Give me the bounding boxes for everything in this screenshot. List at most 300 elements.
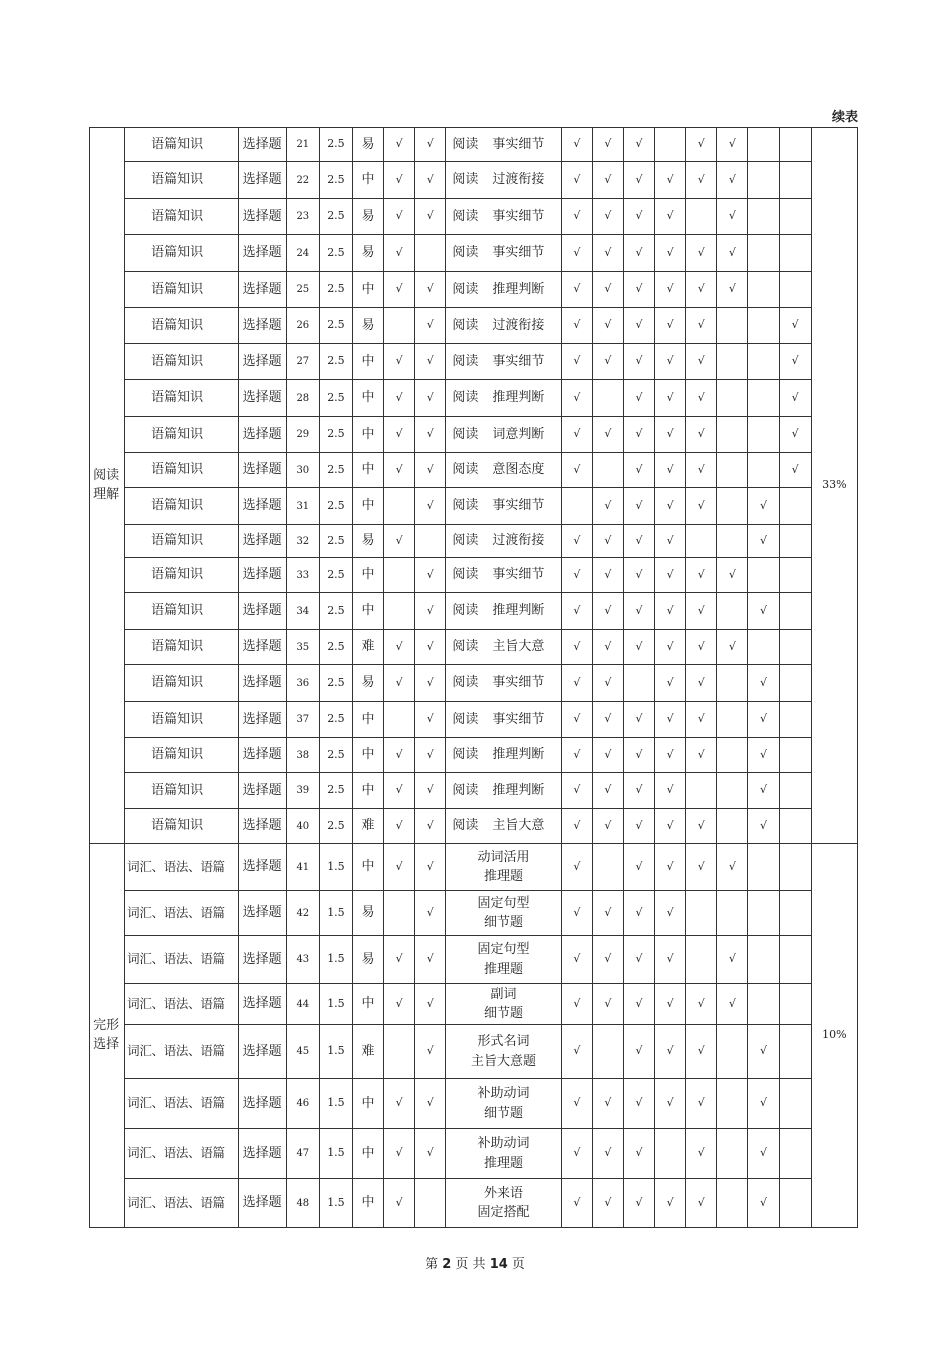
check-cell: √ [686, 558, 717, 593]
check-cell: √ [748, 1025, 779, 1079]
section-name-cell [90, 844, 125, 1228]
check-cell: √ [748, 809, 779, 844]
question-type-cell: 选择题 [238, 984, 286, 1025]
table-row [90, 417, 858, 453]
check-cell: √ [384, 1129, 415, 1179]
check-cell: √ [384, 525, 415, 558]
check-cell [779, 891, 811, 936]
check-cell: √ [779, 453, 811, 488]
difficulty-cell: 中 [353, 162, 384, 199]
knowledge-cell: 语篇知识 [125, 702, 238, 738]
check-cell: √ [384, 128, 415, 162]
check-cell: √ [384, 665, 415, 702]
ability-cell [446, 162, 561, 199]
score-cell: 1.5 [319, 984, 352, 1025]
check-cell: √ [655, 417, 686, 453]
check-cell: √ [686, 984, 717, 1025]
check-cell: √ [623, 162, 654, 199]
ability-cell [446, 1129, 561, 1179]
check-cell: √ [415, 344, 446, 380]
check-cell: √ [686, 344, 717, 380]
check-cell: √ [779, 308, 811, 344]
check-cell: √ [623, 453, 654, 488]
question-type-cell: 选择题 [238, 344, 286, 380]
check-cell [717, 593, 748, 630]
ability-primary: 阅读 [452, 136, 479, 152]
check-cell: √ [655, 235, 686, 272]
ability-secondary: 过渡衔接 [492, 317, 545, 333]
check-cell [779, 128, 811, 162]
difficulty-cell: 中 [353, 984, 384, 1025]
check-cell [779, 984, 811, 1025]
check-cell: √ [592, 1079, 623, 1129]
ability-secondary: 细节题 [484, 1105, 524, 1121]
difficulty-cell: 易 [353, 525, 384, 558]
check-cell [592, 453, 623, 488]
check-cell [623, 665, 654, 702]
ability-cell [446, 738, 561, 773]
check-cell: √ [655, 1025, 686, 1079]
knowledge-cell: 语篇知识 [125, 380, 238, 417]
check-cell [779, 199, 811, 235]
check-cell [779, 558, 811, 593]
check-cell [717, 738, 748, 773]
ability-secondary: 推理题 [484, 961, 524, 977]
check-cell [384, 702, 415, 738]
check-cell: √ [592, 936, 623, 984]
score-cell: 2.5 [319, 558, 352, 593]
ability-primary: 形式名词 [477, 1034, 530, 1049]
knowledge-cell: 语篇知识 [125, 272, 238, 308]
check-cell: √ [623, 525, 654, 558]
difficulty-cell: 易 [353, 235, 384, 272]
ability-primary: 阅读 [452, 639, 479, 655]
question-type-cell: 选择题 [238, 936, 286, 984]
table-row [90, 936, 858, 984]
score-cell: 1.5 [319, 1179, 352, 1228]
check-cell: √ [561, 558, 592, 593]
question-number-cell: 26 [286, 308, 319, 344]
ability-secondary: 事实细节 [492, 136, 545, 152]
check-cell: √ [655, 665, 686, 702]
check-cell: √ [561, 235, 592, 272]
check-cell: √ [415, 891, 446, 936]
ability-secondary: 事实细节 [492, 208, 545, 224]
ability-secondary: 意图态度 [492, 462, 545, 478]
check-cell: √ [592, 984, 623, 1025]
check-cell: √ [415, 380, 446, 417]
check-cell [717, 1025, 748, 1079]
check-cell [748, 235, 779, 272]
check-cell: √ [655, 344, 686, 380]
question-type-cell: 选择题 [238, 199, 286, 235]
question-type-cell: 选择题 [238, 665, 286, 702]
exam-spec-table [89, 127, 858, 1228]
score-cell: 2.5 [319, 738, 352, 773]
check-cell: √ [686, 1179, 717, 1228]
check-cell: √ [655, 702, 686, 738]
question-number-cell: 22 [286, 162, 319, 199]
ability-primary: 阅读 [452, 281, 479, 297]
ability-cell [446, 593, 561, 630]
check-cell: √ [592, 1129, 623, 1179]
continued-label: 续表 [831, 110, 858, 125]
ability-primary: 阅读 [452, 675, 479, 691]
difficulty-cell: 易 [353, 665, 384, 702]
check-cell: √ [655, 773, 686, 809]
check-cell: √ [561, 891, 592, 936]
footer-prefix: 第 [425, 1257, 439, 1272]
ability-primary: 阅读 [452, 245, 479, 261]
ability-primary: 阅读 [452, 208, 479, 224]
check-cell: √ [623, 844, 654, 891]
question-number-cell: 38 [286, 738, 319, 773]
question-number-cell: 30 [286, 453, 319, 488]
ability-primary: 阅读 [452, 390, 479, 406]
question-type-cell: 选择题 [238, 844, 286, 891]
check-cell [561, 488, 592, 525]
check-cell [717, 1179, 748, 1228]
check-cell: √ [655, 809, 686, 844]
check-cell: √ [748, 525, 779, 558]
question-type-cell: 选择题 [238, 1129, 286, 1179]
check-cell [748, 199, 779, 235]
check-cell: √ [592, 702, 623, 738]
question-number-cell: 21 [286, 128, 319, 162]
question-type-cell: 选择题 [238, 162, 286, 199]
footer-suffix: 页 [511, 1257, 525, 1272]
check-cell: √ [623, 344, 654, 380]
check-cell [748, 936, 779, 984]
check-cell [779, 1079, 811, 1129]
check-cell: √ [623, 417, 654, 453]
question-number-cell: 35 [286, 630, 319, 665]
check-cell [686, 773, 717, 809]
table-row [90, 380, 858, 417]
ability-secondary: 词意判断 [492, 426, 545, 442]
ability-primary: 阅读 [452, 498, 479, 514]
section-name: 阅读理解 [93, 467, 120, 502]
check-cell [686, 936, 717, 984]
check-cell: √ [623, 558, 654, 593]
ability-secondary: 推理题 [484, 869, 524, 884]
score-cell: 2.5 [319, 308, 352, 344]
ability-cell [446, 344, 561, 380]
check-cell: √ [686, 665, 717, 702]
ability-cell [446, 308, 561, 344]
check-cell: √ [717, 558, 748, 593]
difficulty-cell: 中 [353, 702, 384, 738]
check-cell: √ [384, 738, 415, 773]
score-cell: 2.5 [319, 525, 352, 558]
check-cell [717, 488, 748, 525]
check-cell: √ [415, 809, 446, 844]
question-type-cell: 选择题 [238, 1179, 286, 1228]
check-cell: √ [717, 199, 748, 235]
ability-primary: 阅读 [452, 172, 479, 188]
check-cell: √ [561, 308, 592, 344]
score-cell: 2.5 [319, 453, 352, 488]
check-cell [384, 308, 415, 344]
check-cell: √ [384, 417, 415, 453]
check-cell: √ [655, 936, 686, 984]
check-cell: √ [415, 162, 446, 199]
ability-primary: 阅读 [452, 711, 479, 727]
check-cell: √ [686, 738, 717, 773]
ability-primary: 阅读 [452, 567, 479, 583]
question-type-cell: 选择题 [238, 453, 286, 488]
knowledge-cell: 词汇、语法、语篇 [125, 1025, 238, 1079]
check-cell [779, 1025, 811, 1079]
ability-secondary: 固定搭配 [477, 1205, 530, 1220]
question-type-cell: 选择题 [238, 272, 286, 308]
check-cell: √ [592, 272, 623, 308]
check-cell [592, 844, 623, 891]
table-row [90, 1079, 858, 1129]
check-cell [748, 984, 779, 1025]
ability-secondary: 推理判断 [492, 390, 545, 406]
check-cell [686, 199, 717, 235]
question-type-cell: 选择题 [238, 488, 286, 525]
check-cell [748, 308, 779, 344]
difficulty-cell: 中 [353, 1179, 384, 1228]
difficulty-cell: 中 [353, 488, 384, 525]
check-cell: √ [415, 1079, 446, 1129]
check-cell [748, 272, 779, 308]
check-cell: √ [561, 1079, 592, 1129]
check-cell: √ [415, 272, 446, 308]
ability-cell [446, 453, 561, 488]
check-cell: √ [655, 199, 686, 235]
ability-secondary: 过渡衔接 [492, 533, 545, 549]
difficulty-cell: 易 [353, 308, 384, 344]
knowledge-cell: 语篇知识 [125, 593, 238, 630]
question-number-cell: 47 [286, 1129, 319, 1179]
check-cell: √ [623, 593, 654, 630]
knowledge-cell: 词汇、语法、语篇 [125, 1079, 238, 1129]
knowledge-cell: 语篇知识 [125, 630, 238, 665]
knowledge-cell: 语篇知识 [125, 344, 238, 380]
score-cell: 2.5 [319, 665, 352, 702]
check-cell [415, 235, 446, 272]
table-row [90, 162, 858, 199]
check-cell: √ [655, 984, 686, 1025]
score-cell: 2.5 [319, 162, 352, 199]
ability-primary: 阅读 [452, 353, 479, 369]
check-cell: √ [623, 773, 654, 809]
knowledge-cell: 语篇知识 [125, 199, 238, 235]
check-cell: √ [592, 128, 623, 162]
score-cell: 2.5 [319, 344, 352, 380]
ability-primary: 阅读 [452, 426, 479, 442]
question-type-cell: 选择题 [238, 738, 286, 773]
check-cell: √ [686, 308, 717, 344]
ability-secondary: 推理题 [484, 1155, 524, 1171]
check-cell: √ [655, 272, 686, 308]
check-cell: √ [415, 128, 446, 162]
check-cell: √ [384, 199, 415, 235]
check-cell [384, 593, 415, 630]
check-cell [779, 738, 811, 773]
ability-primary: 阅读 [452, 533, 479, 549]
ability-primary: 固定句型 [477, 895, 530, 911]
ability-secondary: 事实细节 [492, 245, 545, 261]
difficulty-cell: 易 [353, 891, 384, 936]
check-cell: √ [686, 702, 717, 738]
check-cell: √ [592, 809, 623, 844]
check-cell: √ [655, 453, 686, 488]
table-row [90, 344, 858, 380]
table-row [90, 308, 858, 344]
check-cell: √ [717, 235, 748, 272]
check-cell: √ [384, 630, 415, 665]
table-row [90, 738, 858, 773]
question-number-cell: 33 [286, 558, 319, 593]
question-number-cell: 31 [286, 488, 319, 525]
table-row [90, 558, 858, 593]
check-cell: √ [717, 984, 748, 1025]
score-cell: 2.5 [319, 417, 352, 453]
check-cell: √ [686, 380, 717, 417]
check-cell: √ [384, 162, 415, 199]
ability-cell [446, 380, 561, 417]
question-number-cell: 46 [286, 1079, 319, 1129]
ability-primary: 阅读 [452, 747, 479, 763]
check-cell: √ [623, 936, 654, 984]
check-cell: √ [686, 272, 717, 308]
check-cell [779, 1179, 811, 1228]
ability-cell [446, 558, 561, 593]
ability-cell [446, 417, 561, 453]
check-cell: √ [561, 936, 592, 984]
check-cell [779, 809, 811, 844]
check-cell: √ [655, 844, 686, 891]
score-cell: 2.5 [319, 593, 352, 630]
check-cell: √ [415, 984, 446, 1025]
check-cell [779, 630, 811, 665]
score-cell: 2.5 [319, 235, 352, 272]
knowledge-cell: 语篇知识 [125, 308, 238, 344]
check-cell: √ [415, 1129, 446, 1179]
check-cell: √ [561, 738, 592, 773]
table-row [90, 702, 858, 738]
check-cell: √ [384, 844, 415, 891]
footer-page-number: 2 [442, 1257, 452, 1272]
check-cell: √ [655, 162, 686, 199]
check-cell: √ [415, 665, 446, 702]
table-row [90, 665, 858, 702]
check-cell: √ [686, 593, 717, 630]
check-cell [779, 593, 811, 630]
check-cell [748, 344, 779, 380]
score-cell: 2.5 [319, 773, 352, 809]
table-row [90, 235, 858, 272]
ability-secondary: 推理判断 [492, 603, 545, 619]
check-cell [717, 308, 748, 344]
check-cell [779, 1129, 811, 1179]
section-name-cell [90, 128, 125, 844]
question-type-cell: 选择题 [238, 1079, 286, 1129]
check-cell [748, 891, 779, 936]
check-cell [748, 162, 779, 199]
check-cell: √ [415, 702, 446, 738]
check-cell [779, 488, 811, 525]
difficulty-cell: 中 [353, 272, 384, 308]
check-cell [384, 488, 415, 525]
check-cell [779, 936, 811, 984]
score-cell: 1.5 [319, 844, 352, 891]
check-cell: √ [592, 235, 623, 272]
check-cell: √ [561, 773, 592, 809]
check-cell: √ [779, 380, 811, 417]
score-cell: 2.5 [319, 199, 352, 235]
check-cell [592, 380, 623, 417]
table-row [90, 199, 858, 235]
check-cell: √ [415, 738, 446, 773]
check-cell: √ [748, 738, 779, 773]
check-cell: √ [748, 1179, 779, 1228]
ability-primary: 副词 [490, 986, 517, 1002]
check-cell: √ [561, 702, 592, 738]
check-cell [779, 665, 811, 702]
check-cell: √ [686, 1025, 717, 1079]
check-cell: √ [623, 809, 654, 844]
check-cell: √ [686, 453, 717, 488]
ability-primary: 阅读 [452, 317, 479, 333]
check-cell: √ [779, 417, 811, 453]
check-cell: √ [384, 773, 415, 809]
knowledge-cell: 词汇、语法、语篇 [125, 1129, 238, 1179]
check-cell: √ [415, 1025, 446, 1079]
question-number-cell: 48 [286, 1179, 319, 1228]
check-cell: √ [655, 1079, 686, 1129]
question-number-cell: 36 [286, 665, 319, 702]
check-cell: √ [623, 891, 654, 936]
ability-primary: 补助动词 [477, 1086, 530, 1101]
check-cell [717, 380, 748, 417]
check-cell [415, 525, 446, 558]
check-cell [779, 235, 811, 272]
score-cell: 2.5 [319, 809, 352, 844]
ability-secondary: 推理判断 [492, 782, 545, 798]
check-cell: √ [592, 308, 623, 344]
check-cell: √ [748, 1079, 779, 1129]
check-cell [717, 665, 748, 702]
check-cell: √ [561, 844, 592, 891]
ability-cell [446, 525, 561, 558]
check-cell [717, 453, 748, 488]
check-cell: √ [592, 738, 623, 773]
check-cell [779, 702, 811, 738]
table-row [90, 272, 858, 308]
check-cell: √ [561, 1129, 592, 1179]
ability-primary: 固定句型 [477, 942, 530, 957]
knowledge-cell: 语篇知识 [125, 738, 238, 773]
footer-total-pages: 14 [489, 1257, 508, 1272]
check-cell: √ [623, 128, 654, 162]
check-cell: √ [384, 1079, 415, 1129]
difficulty-cell: 中 [353, 558, 384, 593]
check-cell: √ [686, 1129, 717, 1179]
ability-cell [446, 1179, 561, 1228]
check-cell: √ [384, 984, 415, 1025]
ability-secondary: 主旨大意 [492, 639, 545, 655]
check-cell: √ [655, 558, 686, 593]
difficulty-cell: 难 [353, 1025, 384, 1079]
check-cell [384, 891, 415, 936]
check-cell: √ [623, 199, 654, 235]
ability-cell [446, 1025, 561, 1079]
